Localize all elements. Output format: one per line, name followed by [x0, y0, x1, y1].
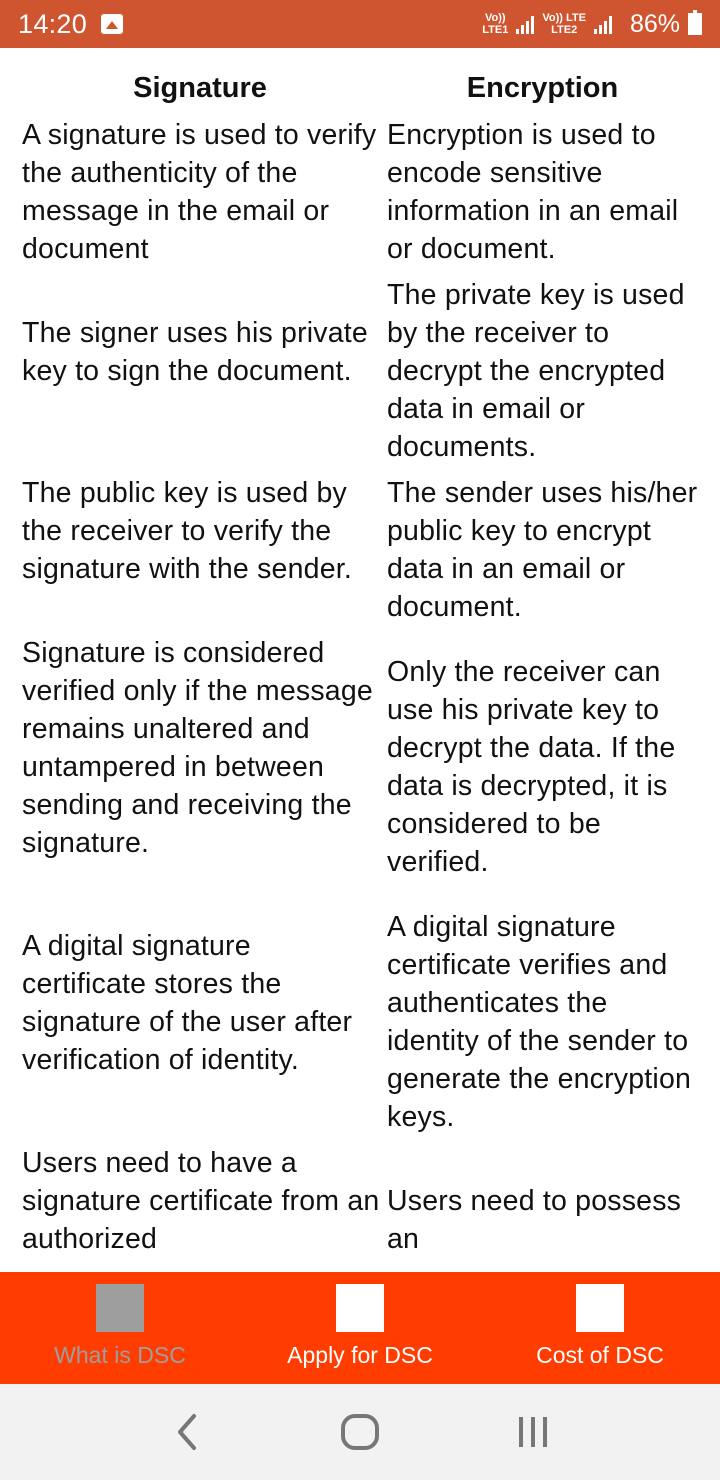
- nav-apply-for-dsc[interactable]: [240, 1272, 480, 1384]
- back-icon: [172, 1412, 202, 1452]
- gallery-icon: [101, 14, 123, 34]
- column-header-signature: Signature: [133, 72, 267, 104]
- status-time: 14:20: [18, 8, 88, 39]
- signal-icon: [516, 14, 534, 34]
- table-cell: A digital signature certificate verifies and authenticates the identity of the sender to generate the encryption keys.: [387, 911, 692, 1133]
- placeholder-icon: [96, 1284, 144, 1332]
- network-indicator-2: [542, 12, 586, 36]
- nav-label: Apply for DSC: [287, 1342, 433, 1368]
- placeholder-icon: [336, 1284, 384, 1332]
- status-right: [482, 10, 702, 39]
- back-button[interactable]: [157, 1402, 217, 1462]
- battery-icon: [688, 13, 702, 35]
- table-cell: Users need to possess an: [387, 1185, 682, 1255]
- table-cell: The signer uses his private key to sign the document.: [22, 317, 368, 387]
- network-indicator-1: [482, 12, 508, 36]
- column-header-encryption: Encryption: [466, 72, 619, 104]
- network-2-top: Vo)) LTE: [542, 12, 586, 24]
- table-cell: Encryption is used to encode sensitive information in an email or document.: [387, 119, 679, 265]
- network-2-bottom: LTE2: [551, 24, 578, 36]
- status-bar: [0, 0, 720, 48]
- network-1-top: Vo)): [485, 12, 506, 24]
- battery-percentage: 86%: [629, 9, 680, 38]
- table-cell: Only the receiver can use his private key to decrypt the data. If the data is decrypted, it is considered to be verified.: [387, 656, 676, 878]
- home-icon: [339, 1411, 381, 1453]
- table-cell: The private key is used by the receiver to decrypt the encrypted data in email or documents.: [387, 279, 685, 463]
- system-navigation-bar: [0, 1384, 720, 1480]
- nav-what-is-dsc[interactable]: [0, 1272, 240, 1384]
- nav-cost-of-dsc[interactable]: [480, 1272, 720, 1384]
- status-left: [18, 9, 123, 40]
- network-1-bottom: LTE1: [482, 24, 509, 36]
- table-cell: A digital signature certificate stores the signature of the user after verification of identity.: [22, 930, 353, 1076]
- nav-label: Cost of DSC: [536, 1342, 664, 1368]
- recents-button[interactable]: [503, 1402, 563, 1462]
- table-cell: The public key is used by the receiver to verify the signature with the sender.: [22, 477, 352, 585]
- home-button[interactable]: [330, 1402, 390, 1462]
- bottom-navigation: [0, 1272, 720, 1384]
- signal-icon: [594, 14, 612, 34]
- recents-icon: [513, 1412, 553, 1452]
- comparison-table[interactable]: [0, 48, 720, 1272]
- table-cell: Signature is considered verified only if the message remains unaltered and untampered in between sending and receiving the signature.: [22, 637, 373, 859]
- placeholder-icon: [576, 1284, 624, 1332]
- table-cell: A signature is used to verify the authenticity of the message in the email or document: [22, 119, 377, 265]
- table-cell: Users need to have a signature certificate from an authorized: [22, 1147, 380, 1255]
- table-cell: The sender uses his/her public key to encrypt data in an email or document.: [387, 477, 698, 623]
- nav-label: What is DSC: [54, 1342, 186, 1368]
